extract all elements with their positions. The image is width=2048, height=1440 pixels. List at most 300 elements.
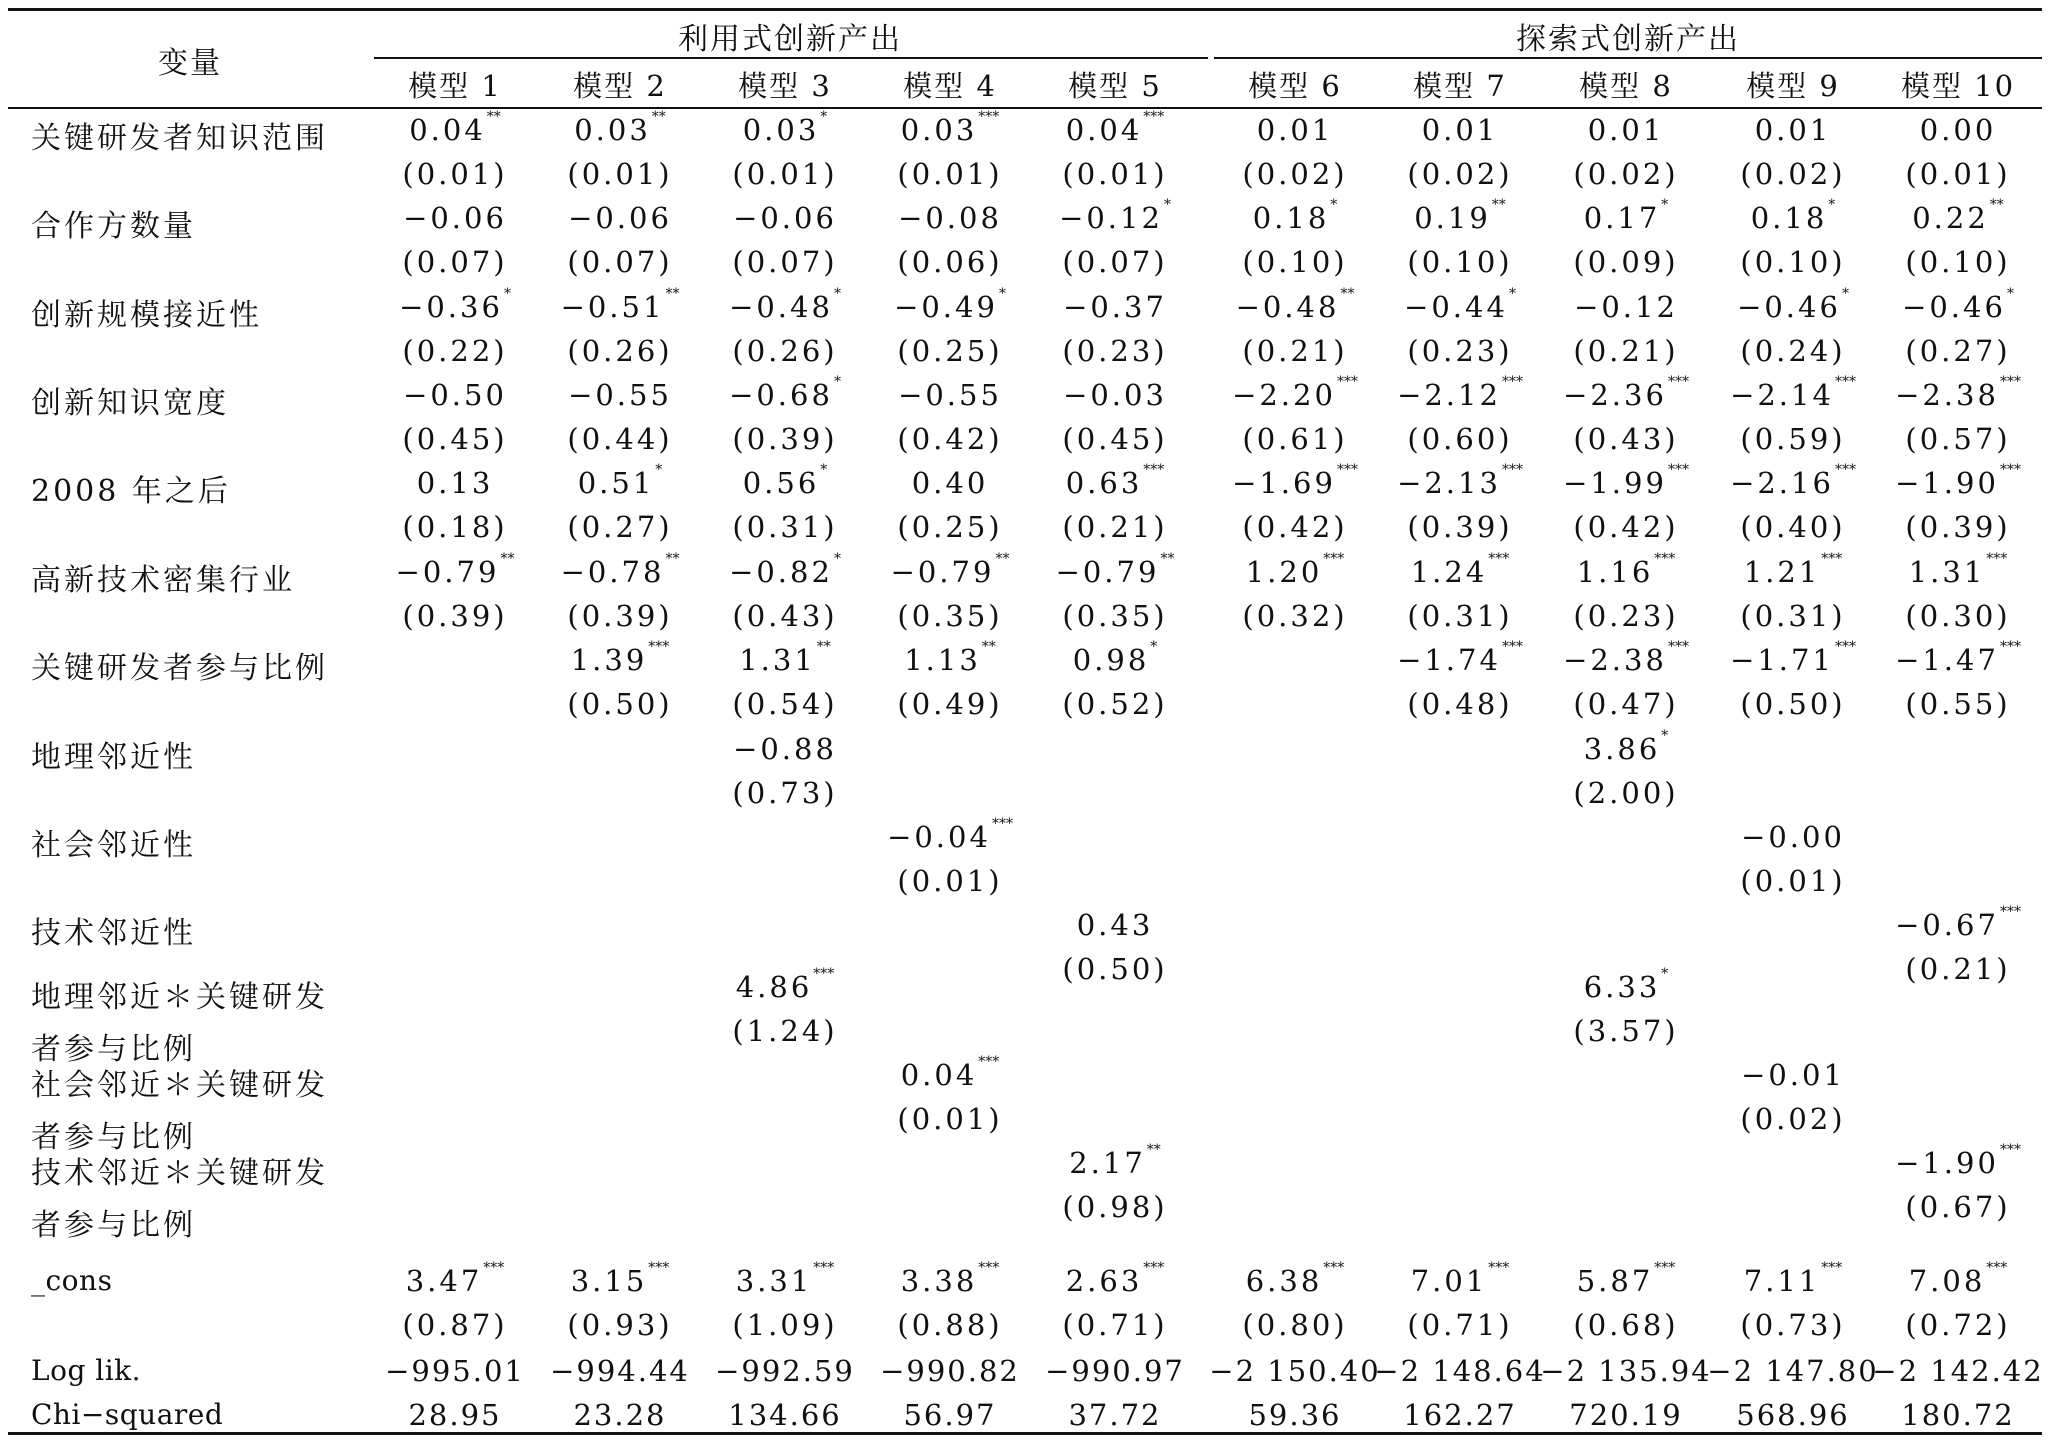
stat-cell: 28.95 (408, 1398, 502, 1432)
significance-stars: *** (1143, 462, 1165, 478)
se-cell: (0.50) (567, 687, 673, 721)
se-cell: (0.45) (1062, 422, 1168, 456)
row-label: _cons (31, 1264, 113, 1297)
model-header-10: 模型 10 (1900, 69, 2016, 103)
se-cell: (0.47) (1573, 687, 1679, 721)
coef-cell: −0.06 (403, 201, 507, 235)
se-cell: (0.35) (897, 599, 1003, 633)
significance-stars: *** (1667, 639, 1689, 655)
significance-stars: ** (651, 109, 666, 125)
se-cell: (0.73) (1740, 1308, 1846, 1342)
coef-cell: −0.06 (733, 201, 837, 235)
se-cell: (0.10) (1242, 245, 1348, 279)
coef-cell: 1.20*** (1245, 551, 1345, 589)
significance-stars: *** (1999, 1142, 2021, 1158)
coef-cell: −0.12* (1059, 197, 1171, 235)
coef-cell: −0.12 (1574, 290, 1678, 324)
significance-stars: *** (1501, 639, 1523, 655)
coef-cell: 0.19** (1414, 197, 1506, 235)
se-cell: (0.07) (732, 245, 838, 279)
se-cell: (0.21) (1573, 334, 1679, 368)
significance-stars: ** (1146, 1142, 1161, 1158)
coef-cell: −0.46* (1902, 286, 2014, 324)
significance-stars: *** (978, 1260, 1000, 1276)
coef-cell: −1.90*** (1895, 1142, 2021, 1180)
se-cell: (0.39) (567, 599, 673, 633)
se-cell: (0.30) (1905, 599, 2011, 633)
coef-cell: 0.22** (1912, 197, 2004, 235)
coef-cell: 1.13** (904, 639, 996, 677)
significance-stars: *** (1986, 1260, 2008, 1276)
coef-cell: 5.87*** (1576, 1260, 1676, 1298)
se-cell: (0.67) (1905, 1190, 2011, 1224)
model-header-6: 模型 6 (1248, 69, 1342, 103)
coef-cell: 0.40 (911, 466, 989, 500)
stat-cell: 568.96 (1736, 1398, 1850, 1432)
coef-cell: 6.33* (1583, 966, 1669, 1004)
significance-stars: ** (1989, 197, 2004, 213)
coef-cell: 2.63*** (1065, 1260, 1165, 1298)
significance-stars: *** (978, 109, 1000, 125)
se-cell: (0.22) (402, 334, 508, 368)
se-cell: (2.00) (1573, 776, 1679, 810)
significance-stars: * (1150, 639, 1158, 655)
coef-cell: 3.38*** (900, 1260, 1000, 1298)
coef-cell: −1.71*** (1730, 639, 1856, 677)
coef-cell: −2.36*** (1563, 374, 1689, 412)
se-cell: (0.57) (1905, 422, 2011, 456)
coef-cell: −0.08 (898, 201, 1002, 235)
stat-cell: −2 150.40 (1209, 1354, 1381, 1388)
se-cell: (0.02) (1740, 1102, 1846, 1136)
stat-cell: 56.97 (903, 1398, 997, 1432)
coef-cell: −2.20*** (1232, 374, 1358, 412)
significance-stars: * (833, 374, 841, 390)
row-label: 关键研发者参与比例 (31, 651, 328, 686)
se-cell: (0.48) (1407, 687, 1513, 721)
significance-stars: * (1163, 197, 1171, 213)
header-rule (8, 107, 2042, 109)
significance-stars: *** (813, 1260, 835, 1276)
significance-stars: * (1828, 197, 1836, 213)
se-cell: (0.06) (897, 245, 1003, 279)
significance-stars: ** (995, 551, 1010, 567)
stat-label: Log lik. (31, 1354, 142, 1387)
stat-cell: 180.72 (1901, 1398, 2015, 1432)
row-label: 技术邻近＊关键研发 (31, 1156, 328, 1191)
significance-stars: ** (816, 639, 831, 655)
coef-cell: 0.04** (409, 109, 501, 147)
se-cell: (0.88) (897, 1308, 1003, 1342)
se-cell: (0.10) (1407, 245, 1513, 279)
se-cell: (0.39) (1905, 510, 2011, 544)
coef-cell: 1.24*** (1410, 551, 1510, 589)
coef-cell: 7.08*** (1908, 1260, 2008, 1298)
significance-stars: ** (486, 109, 501, 125)
coef-cell: −0.55 (568, 378, 672, 412)
significance-stars: *** (1999, 639, 2021, 655)
stat-cell: 162.27 (1403, 1398, 1517, 1432)
se-cell: (0.07) (567, 245, 673, 279)
model-header-5: 模型 5 (1068, 69, 1162, 103)
significance-stars: *** (1667, 374, 1689, 390)
se-cell: (0.40) (1740, 510, 1846, 544)
significance-stars: * (1661, 966, 1669, 982)
se-cell: (0.31) (1407, 599, 1513, 633)
se-cell: (0.23) (1062, 334, 1168, 368)
se-cell: (0.71) (1062, 1308, 1168, 1342)
coef-cell: 1.31** (739, 639, 831, 677)
significance-stars: * (998, 286, 1006, 302)
se-cell: (0.55) (1905, 687, 2011, 721)
row-label: 者参与比例 (31, 1032, 196, 1067)
coef-cell: −1.90*** (1895, 462, 2021, 500)
se-cell: (0.02) (1242, 157, 1348, 191)
significance-stars: ** (500, 551, 515, 567)
stat-cell: 59.36 (1248, 1398, 1342, 1432)
se-cell: (0.52) (1062, 687, 1168, 721)
se-cell: (0.01) (1740, 864, 1846, 898)
coef-cell: 0.01 (1587, 113, 1665, 147)
coef-cell: −2.16*** (1730, 462, 1856, 500)
stat-cell: −990.82 (880, 1354, 1020, 1388)
se-cell: (0.98) (1062, 1190, 1168, 1224)
se-cell: (0.07) (1062, 245, 1168, 279)
se-cell: (1.09) (732, 1308, 838, 1342)
significance-stars: *** (1986, 551, 2008, 567)
stat-cell: −994.44 (550, 1354, 690, 1388)
row-label: 高新技术密集行业 (31, 563, 295, 598)
significance-stars: *** (1143, 109, 1165, 125)
model-header-2: 模型 2 (573, 69, 667, 103)
se-cell: (0.50) (1062, 952, 1168, 986)
significance-stars: *** (1834, 374, 1856, 390)
row-label: 地理邻近性 (31, 740, 196, 775)
significance-stars: *** (1336, 462, 1358, 478)
coef-cell: 1.39*** (570, 639, 670, 677)
row-label: 合作方数量 (31, 209, 196, 244)
model-header-1: 模型 1 (408, 69, 502, 103)
coef-cell: −0.06 (568, 201, 672, 235)
stat-cell: −2 148.64 (1374, 1354, 1546, 1388)
coef-cell: 0.04*** (900, 1054, 1000, 1092)
coef-cell: 0.01 (1754, 113, 1832, 147)
coef-cell: −0.55 (898, 378, 1002, 412)
significance-stars: *** (1488, 1260, 1510, 1276)
se-cell: (0.01) (732, 157, 838, 191)
coef-cell: 1.31*** (1908, 551, 2008, 589)
se-cell: (0.01) (402, 157, 508, 191)
bottom-rule (8, 1432, 2042, 1435)
se-cell: (0.60) (1407, 422, 1513, 456)
coef-cell: 3.31*** (735, 1260, 835, 1298)
coef-cell: 0.04*** (1065, 109, 1165, 147)
coef-cell: 0.18* (1252, 197, 1338, 235)
coef-cell: −0.03 (1063, 378, 1167, 412)
se-cell: (0.01) (897, 157, 1003, 191)
significance-stars: ** (981, 639, 996, 655)
coef-cell: 2.17** (1069, 1142, 1161, 1180)
significance-stars: * (1508, 286, 1516, 302)
row-label: 地理邻近＊关键研发 (31, 980, 328, 1015)
coef-cell: 0.03** (574, 109, 666, 147)
se-cell: (0.87) (402, 1308, 508, 1342)
row-label: 社会邻近性 (31, 828, 196, 863)
coef-cell: 0.03*** (900, 109, 1000, 147)
se-cell: (0.39) (402, 599, 508, 633)
se-cell: (0.27) (567, 510, 673, 544)
coef-cell: −2.14*** (1730, 374, 1856, 412)
stat-cell: 23.28 (573, 1398, 667, 1432)
se-cell: (0.21) (1242, 334, 1348, 368)
significance-stars: ** (665, 286, 680, 302)
se-cell: (0.02) (1573, 157, 1679, 191)
coef-cell: −1.74*** (1397, 639, 1523, 677)
significance-stars: * (833, 551, 841, 567)
coef-cell: −1.47*** (1895, 639, 2021, 677)
stat-cell: −2 135.94 (1540, 1354, 1712, 1388)
model-header-7: 模型 7 (1413, 69, 1507, 103)
model-header-4: 模型 4 (903, 69, 997, 103)
group-header-exploitative: 利用式创新产出 (678, 22, 902, 57)
significance-stars: *** (1654, 551, 1676, 567)
se-cell: (0.50) (1740, 687, 1846, 721)
coef-cell: −0.49* (894, 286, 1006, 324)
coef-cell: −0.00 (1741, 820, 1845, 854)
se-cell: (0.23) (1573, 599, 1679, 633)
se-cell: (0.25) (897, 334, 1003, 368)
significance-stars: ** (665, 551, 680, 567)
stat-cell: −2 142.42 (1872, 1354, 2044, 1388)
se-cell: (0.01) (1062, 157, 1168, 191)
stat-label: Chi−squared (31, 1398, 224, 1431)
coef-cell: 4.86*** (735, 966, 835, 1004)
coef-cell: −0.44* (1404, 286, 1516, 324)
coef-cell: 3.15*** (570, 1260, 670, 1298)
se-cell: (0.45) (402, 422, 508, 456)
coef-cell: 0.98* (1072, 639, 1158, 677)
stat-cell: 134.66 (728, 1398, 842, 1432)
coef-cell: −0.01 (1741, 1058, 1845, 1092)
se-cell: (0.72) (1905, 1308, 2011, 1342)
coef-cell: −0.50 (403, 378, 507, 412)
significance-stars: *** (1488, 551, 1510, 567)
significance-stars: *** (1501, 374, 1523, 390)
significance-stars: ** (1340, 286, 1355, 302)
coef-cell: 0.17* (1583, 197, 1669, 235)
se-cell: (0.43) (1573, 422, 1679, 456)
se-cell: (0.61) (1242, 422, 1348, 456)
coef-cell: 0.13 (416, 466, 494, 500)
coef-cell: −0.67*** (1895, 904, 2021, 942)
coef-cell: 1.16*** (1576, 551, 1676, 589)
se-cell: (0.26) (567, 334, 673, 368)
coef-cell: −2.38*** (1563, 639, 1689, 677)
se-cell: (0.07) (402, 245, 508, 279)
significance-stars: ** (1491, 197, 1506, 213)
coef-cell: 6.38*** (1245, 1260, 1345, 1298)
se-cell: (0.59) (1740, 422, 1846, 456)
se-cell: (3.57) (1573, 1014, 1679, 1048)
stat-cell: −995.01 (385, 1354, 525, 1388)
row-label: 2008 年之后 (31, 474, 231, 509)
se-cell: (0.21) (1062, 510, 1168, 544)
significance-stars: *** (1821, 1260, 1843, 1276)
se-cell: (0.68) (1573, 1308, 1679, 1342)
significance-stars: *** (1501, 462, 1523, 478)
coef-cell: 0.18* (1750, 197, 1836, 235)
se-cell: (0.02) (1740, 157, 1846, 191)
coef-cell: 0.63*** (1065, 462, 1165, 500)
significance-stars: *** (483, 1260, 505, 1276)
stat-cell: −990.97 (1045, 1354, 1185, 1388)
model-header-9: 模型 9 (1746, 69, 1840, 103)
se-cell: (0.54) (732, 687, 838, 721)
significance-stars: *** (1999, 904, 2021, 920)
se-cell: (0.01) (897, 864, 1003, 898)
significance-stars: *** (1143, 1260, 1165, 1276)
coef-cell: −2.38*** (1895, 374, 2021, 412)
coef-cell: −0.78** (560, 551, 680, 589)
coef-cell: 3.86* (1583, 728, 1669, 766)
coef-cell: 0.03* (742, 109, 828, 147)
row-label: 关键研发者知识范围 (31, 121, 328, 156)
significance-stars: *** (1654, 1260, 1676, 1276)
significance-stars: * (833, 286, 841, 302)
stat-cell: 37.72 (1068, 1398, 1162, 1432)
se-cell: (0.10) (1740, 245, 1846, 279)
row-label: 社会邻近＊关键研发 (31, 1068, 328, 1103)
significance-stars: *** (1834, 639, 1856, 655)
significance-stars: * (820, 462, 828, 478)
coef-cell: −0.82* (729, 551, 841, 589)
significance-stars: *** (978, 1054, 1000, 1070)
significance-stars: * (2006, 286, 2014, 302)
se-cell: (0.35) (1062, 599, 1168, 633)
se-cell: (0.39) (1407, 510, 1513, 544)
coef-cell: −0.46* (1737, 286, 1849, 324)
se-cell: (0.42) (897, 422, 1003, 456)
se-cell: (0.43) (732, 599, 838, 633)
se-cell: (0.93) (567, 1308, 673, 1342)
coef-cell: −2.13*** (1397, 462, 1523, 500)
row-label: 创新规模接近性 (31, 298, 262, 333)
coef-cell: 0.51* (577, 462, 663, 500)
se-cell: (0.18) (402, 510, 508, 544)
se-cell: (0.21) (1905, 952, 2011, 986)
coef-cell: −2.12*** (1397, 374, 1523, 412)
se-cell: (0.31) (1740, 599, 1846, 633)
significance-stars: * (1661, 197, 1669, 213)
se-cell: (0.27) (1905, 334, 2011, 368)
coef-cell: 0.56* (742, 462, 828, 500)
model-header-8: 模型 8 (1579, 69, 1673, 103)
se-cell: (0.01) (1905, 157, 2011, 191)
coef-cell: −0.48** (1235, 286, 1355, 324)
significance-stars: *** (1323, 551, 1345, 567)
se-cell: (1.24) (732, 1014, 838, 1048)
se-cell: (0.71) (1407, 1308, 1513, 1342)
se-cell: (0.26) (732, 334, 838, 368)
se-cell: (0.42) (1242, 510, 1348, 544)
coef-cell: 1.21*** (1743, 551, 1843, 589)
significance-stars: *** (1999, 462, 2021, 478)
coef-cell: −0.68* (729, 374, 841, 412)
se-cell: (0.25) (897, 510, 1003, 544)
coef-cell: −0.88 (733, 732, 837, 766)
se-cell: (0.49) (897, 687, 1003, 721)
model-header-3: 模型 3 (738, 69, 832, 103)
se-cell: (0.39) (732, 422, 838, 456)
coef-cell: 0.43 (1076, 908, 1154, 942)
se-cell: (0.02) (1407, 157, 1513, 191)
se-cell: (0.09) (1573, 245, 1679, 279)
coef-cell: 7.11*** (1743, 1260, 1843, 1298)
coef-cell: −0.48* (729, 286, 841, 324)
stat-cell: −2 147.80 (1707, 1354, 1879, 1388)
coef-cell: −0.37 (1063, 290, 1167, 324)
coef-cell: −0.79** (395, 551, 515, 589)
significance-stars: *** (1667, 462, 1689, 478)
significance-stars: *** (813, 966, 835, 982)
se-cell: (0.44) (567, 422, 673, 456)
significance-stars: * (503, 286, 511, 302)
coef-cell: 0.01 (1256, 113, 1334, 147)
variable-header: 变量 (158, 46, 222, 81)
coef-cell: −1.69*** (1232, 462, 1358, 500)
se-cell: (0.32) (1242, 599, 1348, 633)
significance-stars: * (1841, 286, 1849, 302)
coef-cell: 0.00 (1919, 113, 1997, 147)
significance-stars: ** (1160, 551, 1175, 567)
se-cell: (0.01) (897, 1102, 1003, 1136)
se-cell: (0.24) (1740, 334, 1846, 368)
coef-cell: −0.36* (399, 286, 511, 324)
row-label: 者参与比例 (31, 1208, 196, 1243)
coef-cell: −0.04*** (887, 816, 1013, 854)
se-cell: (0.42) (1573, 510, 1679, 544)
significance-stars: * (1330, 197, 1338, 213)
se-cell: (0.10) (1905, 245, 2011, 279)
top-rule (8, 8, 2042, 11)
coef-cell: 3.47*** (405, 1260, 505, 1298)
se-cell: (0.31) (732, 510, 838, 544)
row-label: 技术邻近性 (31, 916, 196, 951)
row-label: 创新知识宽度 (31, 386, 229, 421)
significance-stars: *** (1336, 374, 1358, 390)
significance-stars: *** (648, 1260, 670, 1276)
stat-cell: 720.19 (1569, 1398, 1683, 1432)
group-header-exploratory: 探索式创新产出 (1516, 22, 1740, 57)
significance-stars: *** (1821, 551, 1843, 567)
significance-stars: *** (1834, 462, 1856, 478)
se-cell: (0.80) (1242, 1308, 1348, 1342)
significance-stars: * (1661, 728, 1669, 744)
coef-cell: −0.79** (890, 551, 1010, 589)
significance-stars: * (655, 462, 663, 478)
coef-cell: −0.79** (1055, 551, 1175, 589)
se-cell: (0.01) (567, 157, 673, 191)
row-label: 者参与比例 (31, 1120, 196, 1155)
significance-stars: *** (991, 816, 1013, 832)
se-cell: (0.23) (1407, 334, 1513, 368)
significance-stars: *** (1323, 1260, 1345, 1276)
stat-cell: −992.59 (715, 1354, 855, 1388)
se-cell: (0.73) (732, 776, 838, 810)
coef-cell: 0.01 (1421, 113, 1499, 147)
coef-cell: −1.99*** (1563, 462, 1689, 500)
coef-cell: 7.01*** (1410, 1260, 1510, 1298)
